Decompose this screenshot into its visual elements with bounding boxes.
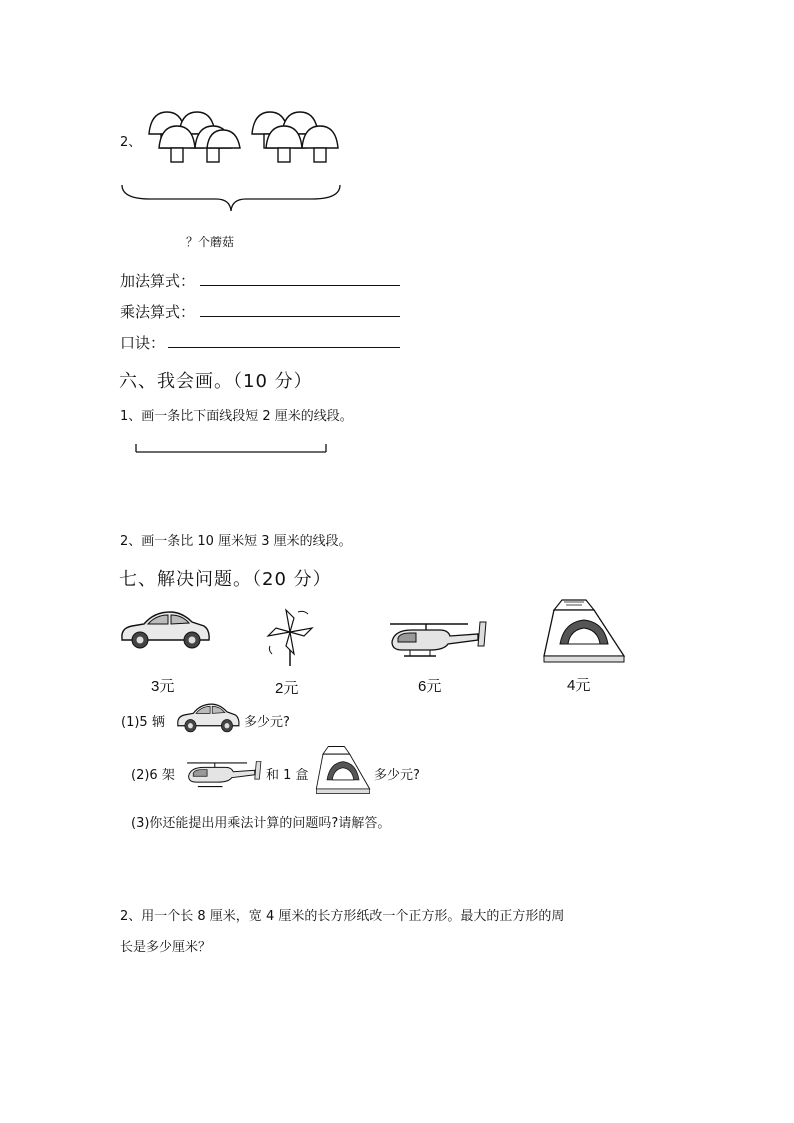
section6-heading: 六、我会画。（10 分） (119, 371, 313, 392)
question-number: 2、 (120, 135, 142, 150)
section7-q2-line2: 长是多少厘米？ (120, 940, 212, 955)
pinwheel-price: 2元 (275, 680, 299, 697)
problem2-suffix: 多少元? (374, 768, 420, 783)
helicopter-icon (184, 757, 264, 791)
crayon-box-price: 4元 (567, 677, 591, 694)
addition-answer-line[interactable] (200, 285, 400, 286)
problem3: (3)你还能提出用乘法计算的问题吗?请解答。 (131, 816, 391, 831)
section6-q2: 2、画一条比 10 厘米短 3 厘米的线段。 (120, 534, 352, 549)
problem1-suffix: 多少元? (244, 715, 290, 730)
problem2-prefix: (2)6 架 (131, 768, 175, 783)
helicopter-icon (386, 616, 490, 662)
multiplication-answer-line[interactable] (200, 316, 400, 317)
reference-segment (134, 442, 328, 456)
addition-label: 加法算式： (120, 272, 196, 290)
problem1-prefix: (1)5 辆 (121, 715, 165, 730)
section7-heading: 七、解决问题。（20 分） (119, 569, 332, 590)
crayon-box-icon (315, 745, 371, 795)
pinwheel-icon (264, 608, 316, 668)
car-price: 3元 (151, 678, 175, 695)
helicopter-price: 6元 (418, 678, 442, 695)
section7-q2-line1: 2、用一个长 8 厘米，宽 4 厘米的长方形纸改一个正方形。最大的正方形的周 (120, 909, 565, 924)
multiplication-label: 乘法算式： (120, 303, 196, 321)
rhyme-answer-line[interactable] (168, 347, 400, 348)
rhyme-label: 口诀： (120, 334, 166, 352)
car-icon (118, 608, 212, 652)
problem2-middle: 和 1 盒 (266, 768, 309, 783)
brace-icon (120, 183, 342, 213)
mushroom-group-right-icon (248, 108, 348, 168)
mushroom-group-left-icon (145, 108, 245, 168)
mushroom-count-label: ？个蘑菇 (186, 235, 235, 249)
car-icon (175, 701, 241, 735)
crayon-box-icon (542, 598, 626, 664)
section6-q1: 1、画一条比下面线段短 2 厘米的线段。 (120, 409, 353, 424)
